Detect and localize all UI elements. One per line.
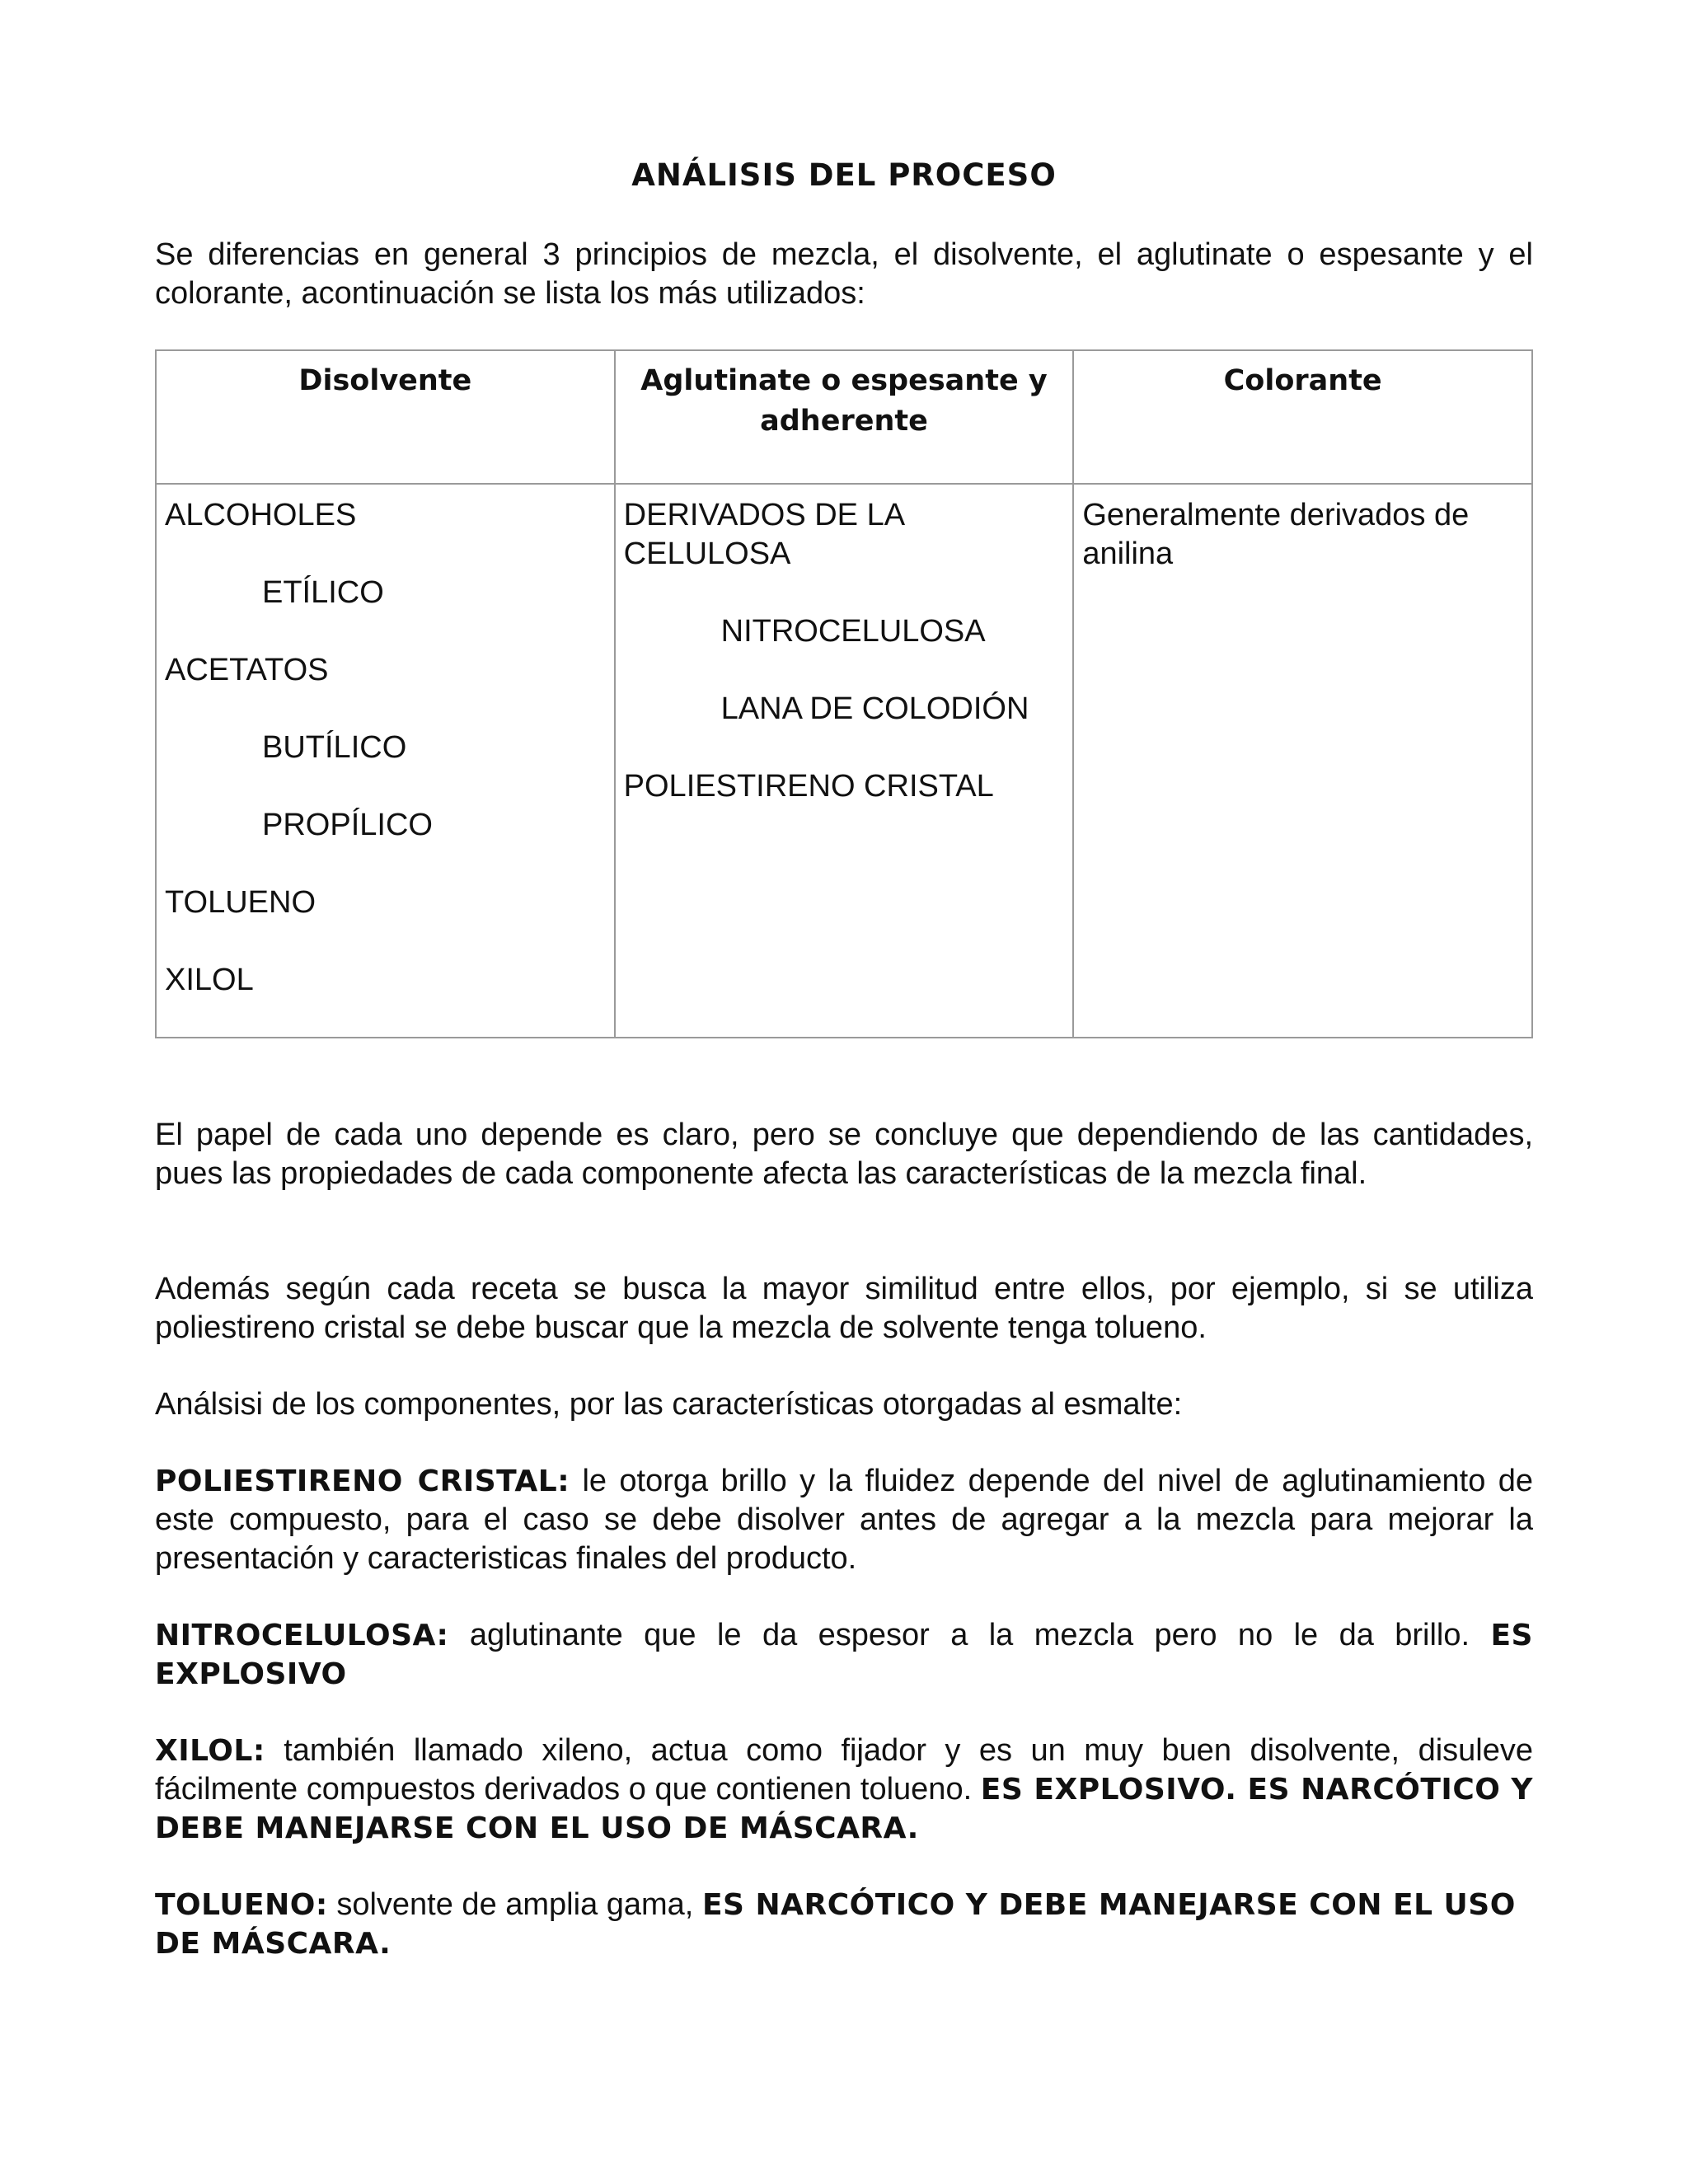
warning-xilol: ES EXPLOSIVO. ES NARCÓTICO Y DEBE MANEJARSE CON EL USO DE MÁSCARA.	[155, 1773, 1534, 1845]
paragraph-tolueno	[155, 1886, 1533, 1963]
cell-disolvente	[156, 484, 615, 1038]
header-aglutinante: Aglutinate o espesante y adherente	[615, 350, 1074, 484]
intro-paragraph: Se diferencias en general 3 principios de mezcla, el disolvente, el aglutinate o espesante y el colorante, acontinuación se lista los más utilizados:	[155, 237, 1533, 311]
list-item-etilico: ETÍLICO	[262, 575, 384, 610]
list-item-lana-colodion: LANA DE COLODIÓN	[720, 691, 1029, 726]
list-item-propilico: PROPÍLICO	[262, 808, 433, 842]
list-item-derivados-celulosa: DERIVADOS DE LA CELULOSA	[623, 498, 903, 571]
document-title: ANÁLISIS DEL PROCESO	[631, 157, 1057, 193]
paragraph-nitrocelulosa	[155, 1616, 1533, 1694]
list-item-tolueno: TOLUENO	[165, 885, 316, 920]
text-poliestireno: le otorga brillo y la fluidez depende del nivel de aglutinamiento de este compuesto, para el caso se debe disolver antes de agregar a la mezcla para mejorar la presentación y caracteristicas finales del producto.	[155, 1464, 1534, 1576]
list-item-acetatos: ACETATOS	[165, 653, 329, 687]
table-header-row	[156, 350, 1532, 484]
term-poliestireno: POLIESTIRENO CRISTAL:	[155, 1465, 570, 1498]
text-nitrocelulosa: aglutinante que le da espesor a la mezcla pero no le da brillo.	[448, 1618, 1491, 1652]
term-nitrocelulosa: NITROCELULOSA:	[155, 1619, 449, 1652]
warning-tolueno: ES NARCÓTICO Y DEBE MANEJARSE CON EL USO DE MÁSCARA.	[155, 1888, 1516, 1961]
warning-nitrocelulosa: ES EXPLOSIVO	[155, 1619, 1533, 1691]
list-item-nitrocelulosa: NITROCELULOSA	[720, 614, 986, 649]
paragraph-receta: Además según cada receta se busca la mayor similitud entre ellos, por ejemplo, si se utiliza poliestireno cristal se debe buscar que la mezcla de solvente tenga tolueno.	[155, 1272, 1533, 1345]
list-item-xilol: XILOL	[165, 963, 254, 997]
colorante-text: Generalmente derivados de anilina	[1082, 498, 1470, 571]
term-tolueno: TOLUENO:	[155, 1888, 328, 1922]
paragraph-analisis: Análsisi de los componentes, por las características otorgadas al esmalte:	[155, 1387, 1183, 1422]
list-item-alcoholes: ALCOHOLES	[165, 498, 357, 532]
paragraph-xilol	[155, 1732, 1533, 1848]
term-xilol: XILOL:	[155, 1734, 265, 1768]
header-disolvente: Disolvente	[156, 350, 615, 484]
text-xilol: también llamado xileno, actua como fijador y es un muy buen disolvente, disuleve fácilmente compuestos derivados o que contienen tolueno.	[155, 1733, 1533, 1807]
table-row	[156, 484, 1532, 1038]
text-tolueno: solvente de amplia gama,	[327, 1887, 702, 1922]
cell-colorante	[1073, 484, 1532, 1038]
list-item-poliestireno: POLIESTIRENO CRISTAL	[623, 769, 994, 804]
paragraph-poliestireno	[155, 1462, 1533, 1578]
components-table	[155, 349, 1533, 1038]
paragraph-papel: El papel de cada uno depende es claro, pero se concluye que dependiendo de las cantidades, pues las propiedades de cada componente afecta las características de la mezcla final.	[155, 1118, 1533, 1191]
list-item-butilico: BUTÍLICO	[262, 730, 407, 765]
cell-aglutinante	[615, 484, 1074, 1038]
header-colorante: Colorante	[1073, 350, 1532, 484]
